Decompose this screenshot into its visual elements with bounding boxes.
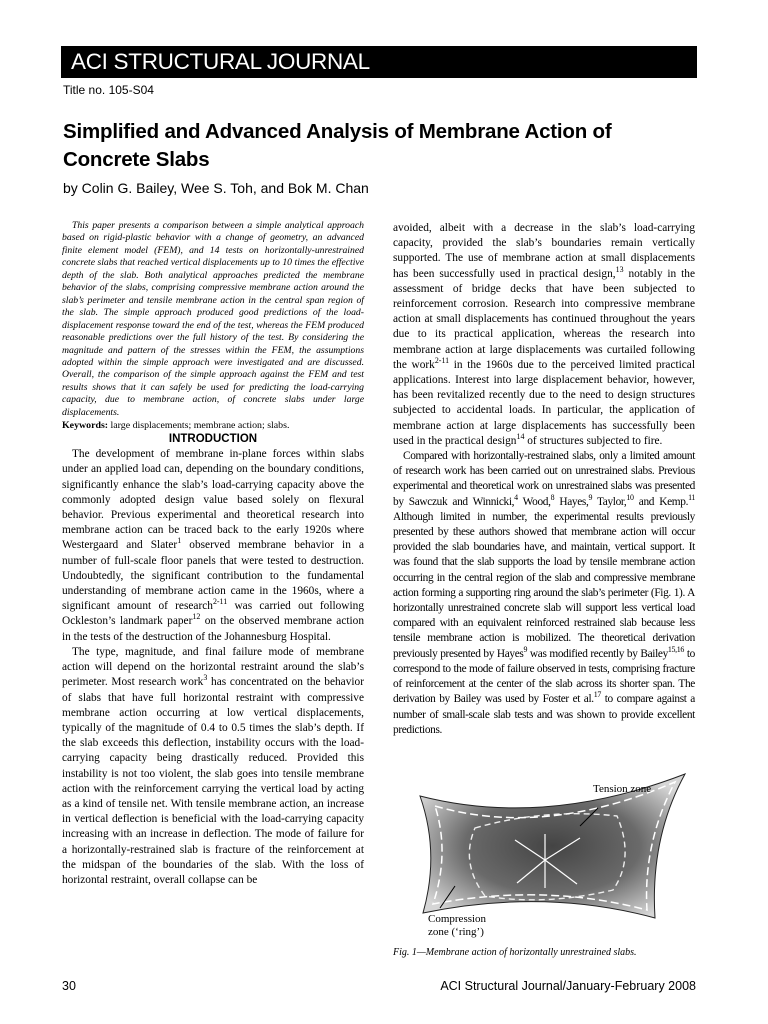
title-number: Title no. 105-S04 (63, 83, 154, 97)
right-paragraph-1: avoided, albeit with a decrease in the slab’s load-carrying capacity, provided the slab’s boundaries remain vertically supported. The use of membrane action at small displacements has been successfully used in practical design,$^{13}$ notably in the assessment of bridge decks that have been subjected to reinforcement corrosion. Research into compressive membrane action at small displacements has continued throughout the years due to its practical application, whereas the research into membrane action at large displacements was curtailed following the work$^{2-11}$ in the 1960s due to the perceived limited practical applications. Interest into large displacement behavior, however, has been revitalized recently due to the need to design structures subjected to accidental loads. In particular, the application of membrane action at large displacements has successfully been used in the practical design$^{14}$ of structures subjected to fire. (393, 222, 696, 447)
compression-zone-label-1: Compression (428, 913, 487, 925)
keywords-label: Keywords: (62, 420, 109, 432)
authors: by Colin G. Bailey, Wee S. Toh, and Bok M. Chan (63, 180, 369, 196)
keywords (62, 419, 364, 432)
section-heading-introduction: INTRODUCTION (168, 433, 258, 446)
right-paragraph-2: Compared with horizontally-restrained slabs, only a limited amount of research work has been carried out on unrestrained slabs. Previous experimental and theoretical work on unrestrained slabs was presented by Sawczuk and Winnicki,$^4$ Wood,$^8$ Hayes,$^9$ Taylor,$^{10}$ and Kemp.$^{11}$ Although limited in number, the experimental results previously presented by these authors showed that membrane action will occur provided the slab boundaries have, and maintain, vertical support. It was found that the slab supports the load by tensile membrane action occurring in the central region of the slab and compressive membrane action forming a supporting ring around the slab’s perimeter (Fig. 1). A horizontally unrestrained concrete slab will support less vertical load compared with an equivalent reinforced restrained slab because less tensile membrane action is mobilized. The theoretical derivation previously presented by Hayes$^9$ was modified recently by Bailey$^{15,16}$ to correspond to the mode of failure observed in tests, comprising fracture of reinforcement at the center of the slab across its shorter span. The derivation by Bailey was used by Foster et al.$^{17}$ to compare against a number of small-scale slab tests and was shown to provide excellent predictions. (393, 450, 696, 736)
left-column (62, 220, 364, 888)
tension-zone-label: Tension zone (593, 783, 652, 795)
keywords-text: large displacements; membrane action; slabs. (108, 420, 290, 432)
journal-banner (61, 46, 697, 78)
figure-caption: Fig. 1—Membrane action of horizontally unrestrained slabs. (393, 947, 637, 958)
abstract: This paper presents a comparison between a simple analytical approach based on rigid-plastic behavior with a change of geometry, an advanced finite element model (FEM), and 14 tests on horizontally-unrestrained concrete slabs that reached vertical displacements up to 10 times the effective depth of the slab. Both analytical approaches predicted the membrane behavior of the slabs, comprising compressive membrane action around the slab’s perimeter and tensile membrane action in the central span region of the slab. The simple approach produced good predictions of the load-displacement response toward the end of the test, whereas the FEM produced reasonable predictions over the full history of the test. By considering the magnitude and pattern of the stresses within the FEM, the assumptions adopted within the simple approach were investigated and are discussed. Overall, the comparison of the simple approach against the FEM and test results shows that it can safely be used for predicting the load-carrying capacity, due to membrane action, of concrete slabs under large displacements. (62, 220, 364, 418)
slab-surface (420, 774, 685, 918)
footer-journal: ACI Structural Journal/January-February 2008 (440, 979, 696, 993)
right-column (393, 221, 695, 738)
page-number: 30 (62, 979, 76, 993)
membrane-action-figure (395, 768, 695, 943)
paper-title: Simplified and Advanced Analysis of Membrane Action of Concrete Slabs (63, 120, 612, 171)
journal-name: ACI STRUCTURAL JOURNAL (71, 49, 370, 74)
compression-zone-label-2: zone (‘ring’) (428, 926, 484, 938)
intro-paragraph-2: The type, magnitude, and final failure mode of membrane action will depend on the horizontal restraint around the slab’s perimeter. Most research work$^3$ has concentrated on the behavior of slabs that have full horizontal restraint with compressive membrane action occurring at low vertical displacements, typically of the magnitude of 0.4 to 0.5 times the slab’s depth. If the slab exceeds this deflection, instability occurs with the load-carrying capacity being drastically reduced. Provided this instability is not too violent, the slab goes into tensile membrane action with the reinforcement carrying the vertical load by acting as a kind of tensile net. With tensile membrane action, an increase in vertical deflection is beneficial with the load-carrying capacity increasing with an increase in deflection. The mode of failure for a horizontally-restrained slab is fracture of the reinforcement at the midspan of the boundaries of the slab. With the loss of horizontal restraint, overall collapse can be (62, 645, 364, 886)
intro-paragraph-1: The development of membrane in-plane forces within slabs under an applied load can, depending on the boundary conditions, significantly enhance the slab’s load-carrying capacity above the commonly adopted design value based solely on flexural behavior. Previous experimental and theoretical research into membrane action can be traced back to the early 1920s where Westergaard and Slater$^1$ observed membrane behavior in a number of full-scale floor panels that were tested to destruction. Undoubtedly, the significant contribution to the fundamental understanding of membrane action came in the 1960s, where a significant amount of research$^{2-11}$ was carried out following Ockleston’s landmark paper$^{12}$ on the observed membrane action in the tests of the destruction of the Johannesburg Hospital. (62, 448, 365, 643)
